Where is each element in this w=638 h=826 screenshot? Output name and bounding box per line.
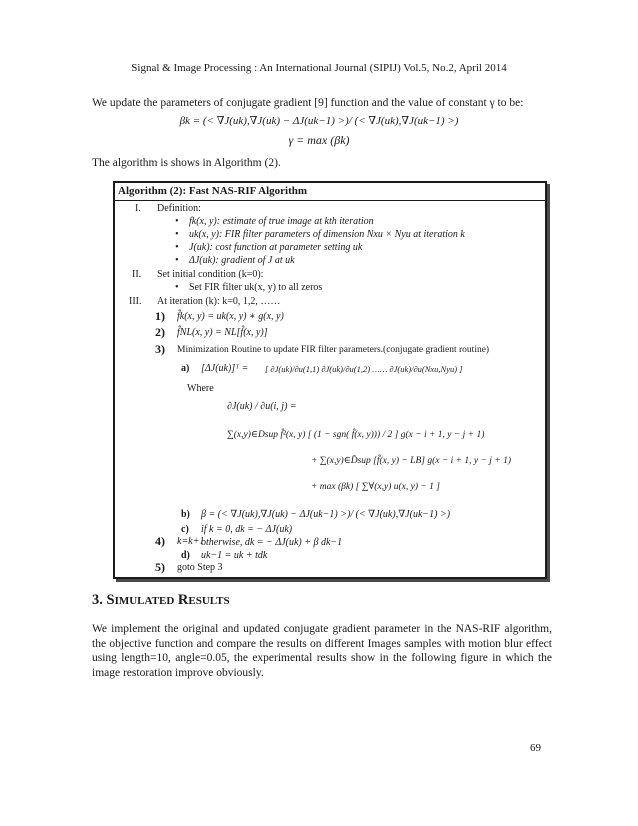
- step-4-text: k=k+1: [177, 536, 205, 547]
- running-header: Signal & Image Processing : An International Journal (SIPIJ) Vol.5, No.2, April 2014: [131, 62, 507, 74]
- gradient-vector: [ ∂J(uk)/∂u(1,1) ∂J(uk)/∂u(1,2) …… ∂J(uk)/∂u(Nxu,Nyu) ]: [265, 364, 463, 374]
- beta-equation: βk = (< ∇J(uk),∇J(uk) − ΔJ(uk−1) >)/ (< ∇J(uk),∇J(uk−1) >): [179, 115, 459, 127]
- step-2-equation: f̂NL(x, y) = NL[f̂(x, y)]: [177, 327, 268, 338]
- definition-item: • uk(x, y): FIR filter parameters of dimension Nxu × Nyu at iteration k: [175, 229, 465, 240]
- definition-item: • ΔJ(uk): gradient of J at uk: [175, 255, 295, 266]
- initial-condition-item: • Set FIR filter uk(x, y) to all zeros: [175, 282, 323, 293]
- step-4-number: 4): [155, 534, 165, 548]
- step-5-number: 5): [155, 560, 165, 574]
- algorithm-intro: The algorithm is shows in Algorithm (2).: [92, 157, 281, 169]
- where-label: Where: [187, 383, 214, 394]
- step-5-text: goto Step 3: [177, 562, 223, 573]
- step-1-number: 1): [155, 309, 165, 323]
- definition-item: • J(uk): cost function at parameter setting uk: [175, 242, 363, 253]
- cost-term-2: + ∑(x,y)∈D̄sup [f̂(x, y) − LB] g(x − i + 1, y − j + 1): [311, 456, 512, 466]
- section-heading: 3. SIMULATED RESULTS: [92, 592, 230, 608]
- section-ii-number: II.: [132, 269, 142, 280]
- parameter-update: uk−1 = uk + tdk: [201, 550, 268, 561]
- substep-a-label: a): [181, 363, 190, 374]
- section-ii-title: Set initial condition (k=0):: [157, 269, 264, 280]
- step-1-equation: f̂k(x, y) = uk(x, y) ∗ g(x, y): [177, 311, 284, 322]
- section-iii-number: III.: [129, 296, 142, 307]
- step-3-text: Minimization Routine to update FIR filter parameters.(conjugate gradient routine): [177, 345, 490, 355]
- partial-derivative-lhs: ∂J(uk) / ∂u(i, j) =: [227, 401, 297, 412]
- substep-b-label: b): [181, 509, 190, 520]
- substep-c-label: c): [181, 524, 189, 535]
- results-paragraph: We implement the original and updated conjugate gradient parameter in the NAS-RIF algorithm, the objective function and compare the results on different Images samples with motion blur effect using length=10, angle=0.05, the experimental results show in the following figure in which the image restoration improve obviously.: [92, 623, 552, 679]
- algorithm-title-rule: [115, 200, 545, 201]
- beta-update: β = (< ∇J(uk),∇J(uk) − ΔJ(uk−1) >)/ (< ∇J(uk),∇J(uk−1) >): [201, 509, 451, 520]
- section-i-title: Definition:: [157, 203, 201, 214]
- cost-term-3: + max (βk) [ ∑∀(x,y) u(x, y) − 1 ]: [311, 482, 440, 492]
- definition-item: • fk(x, y): estimate of true image at kth iteration: [175, 216, 374, 227]
- substep-d-label: d): [181, 550, 190, 561]
- cost-term-1: ∑(x,y)∈Dsup f̂²(x, y) [ (1 − sgn( f̂(x, y))) / 2 ] g(x − i + 1, y − j + 1): [227, 430, 485, 440]
- intro-paragraph: We update the parameters of conjugate gradient [9] function and the value of constant γ to be:: [92, 97, 524, 109]
- algorithm-title: Algorithm (2): Fast NAS-RIF Algorithm: [118, 185, 308, 197]
- page-number: 69: [530, 742, 541, 754]
- section-i-number: I.: [135, 203, 141, 214]
- direction-if: if k = 0, dk = − ΔJ(uk): [201, 524, 293, 535]
- gamma-equation: γ = max (βk): [288, 133, 350, 147]
- algorithm-box: [113, 181, 547, 579]
- step-2-number: 2): [155, 325, 165, 339]
- section-iii-title: At iteration (k): k=0, 1,2, ……: [157, 296, 281, 307]
- step-3-number: 3): [155, 342, 165, 356]
- direction-otherwise: otherwise, dk = − ΔJ(uk) + β dk−1: [201, 537, 343, 548]
- gradient-lhs: [ΔJ(uk)]ᵀ =: [201, 363, 249, 374]
